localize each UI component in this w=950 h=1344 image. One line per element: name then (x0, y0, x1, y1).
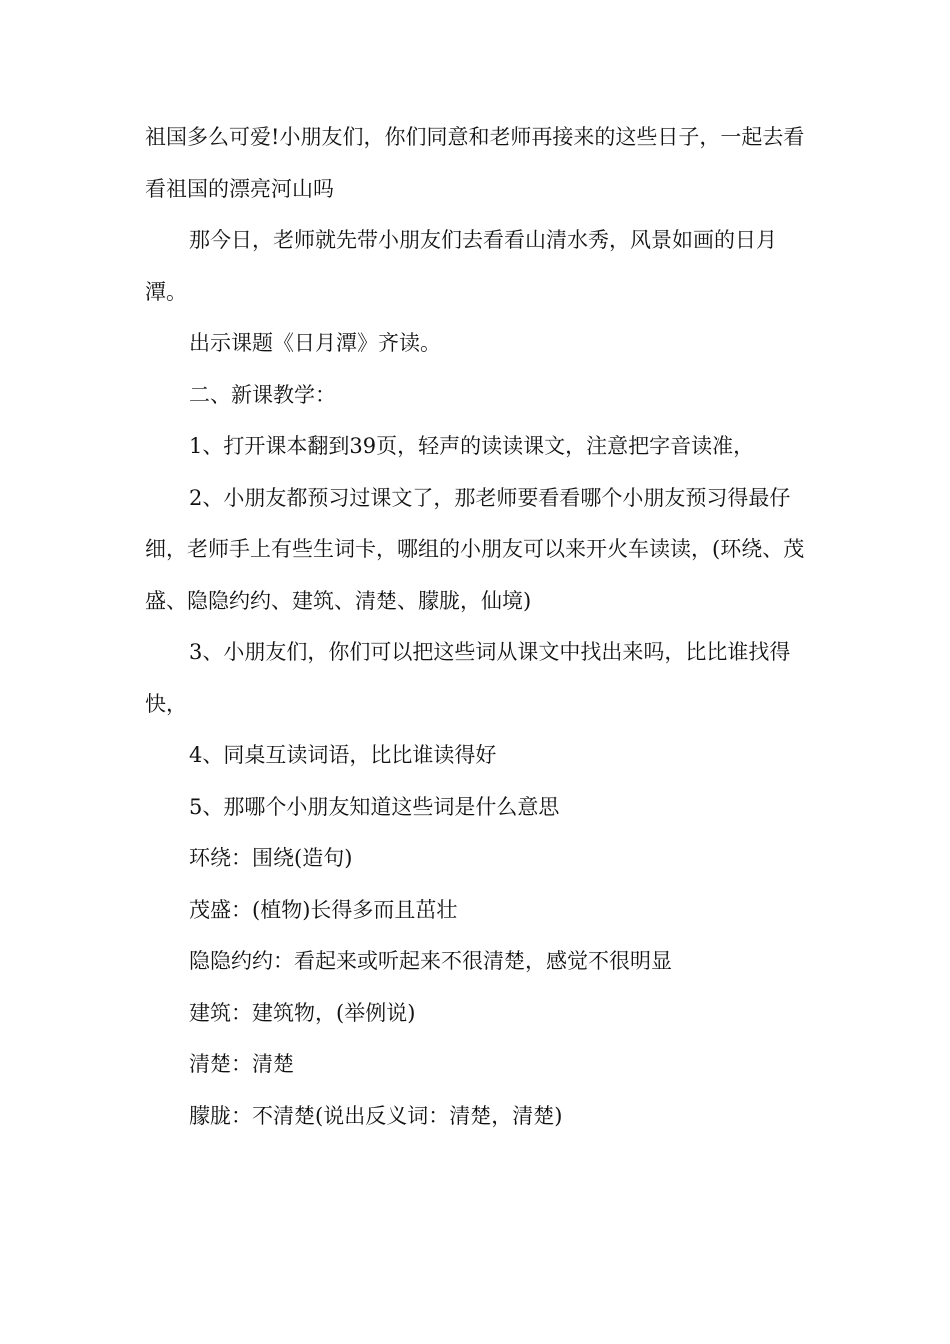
definition-jianzhu: 建筑：建筑物，(举例说) (189, 1000, 416, 1025)
document-body (145, 112, 807, 1142)
step-4: 4、同桌互读词语，比比谁读得好 (189, 743, 497, 767)
definition-maosheng: 茂盛：(植物)长得多而且茁壮 (189, 897, 458, 922)
step-5: 5、那哪个小朋友知道这些词是什么意思 (189, 794, 560, 819)
paragraph-3: 出示课题《日月潭》齐读。 (189, 331, 441, 355)
definition-qingchu: 清楚：清楚 (189, 1052, 294, 1076)
definition-menglong: 朦胧：不清楚(说出反义词：清楚，清楚) (189, 1103, 563, 1128)
paragraph-1: 祖国多么可爱!小朋友们，你们同意和老师再接来的这些日子，一起去看看祖国的漂亮河山吗 (145, 125, 805, 201)
step-2: 2、小朋友都预习过课文了，那老师要看看哪个小朋友预习得最仔细，老师手上有些生词卡，哪组的小朋友可以来开火车读读，(环绕、茂盛、隐隐约约、建筑、清楚、朦胧，仙境) (145, 485, 805, 613)
section-heading: 二、新课教学： (189, 382, 336, 407)
definition-huanrao: 环绕：围绕(造句) (189, 846, 353, 870)
step-3: 3、小朋友们，你们可以把这些词从课文中找出来吗，比比谁找得快， (145, 640, 791, 716)
definition-yinyinyueyue: 隐隐约约：看起来或听起来不很清楚，感觉不很明显 (189, 949, 672, 973)
step-1: 1、打开课本翻到39页，轻声的读读课文，注意把字音读准， (189, 434, 755, 458)
paragraph-2: 那今日，老师就先带小朋友们去看看山清水秀，风景如画的日月潭。 (145, 228, 777, 304)
